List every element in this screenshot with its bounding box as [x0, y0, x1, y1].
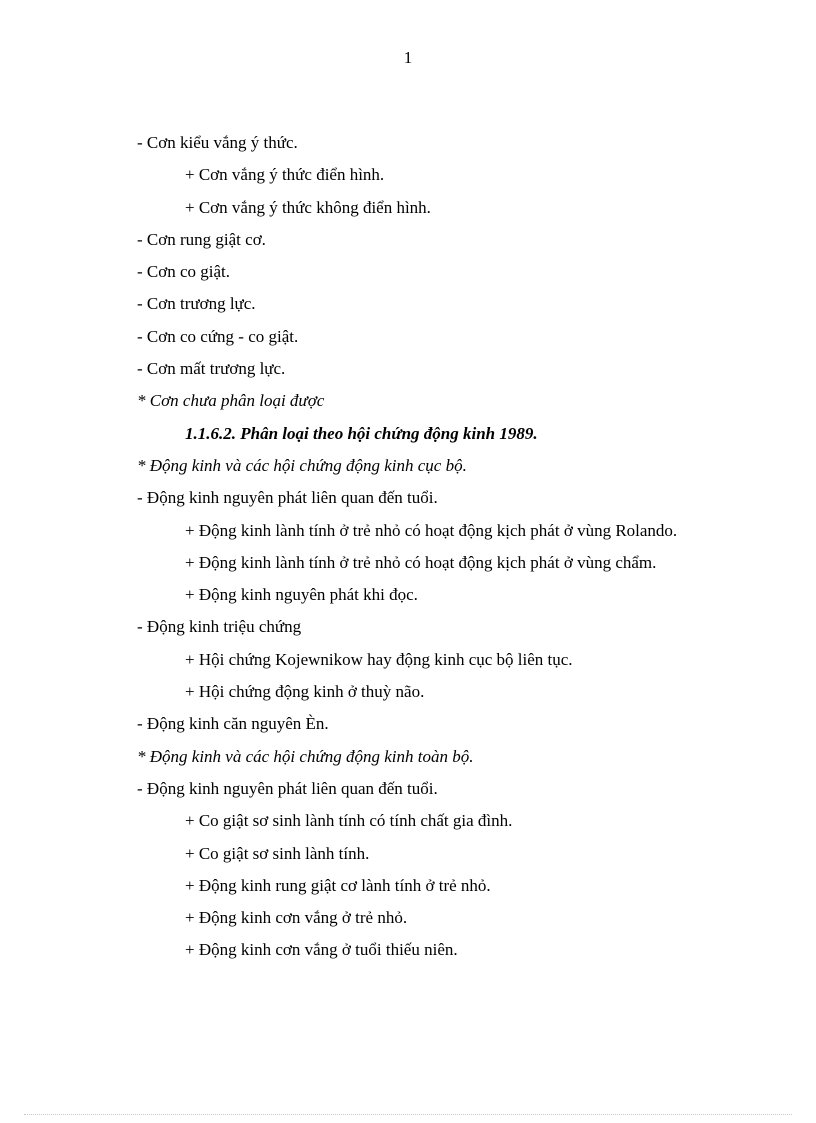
- list-item: - Cơn kiểu vắng ý thức.: [137, 133, 298, 152]
- list-item: + Động kinh lành tính ở trẻ nhỏ có hoạt động kịch phát ở vùng Rolando.: [185, 520, 678, 540]
- footer-divider: [24, 1114, 792, 1115]
- list-item: - Động kinh nguyên phát liên quan đến tuổi.: [137, 488, 438, 508]
- list-item: + Động kinh rung giật cơ lành tính ở trẻ nhỏ.: [185, 875, 491, 895]
- list-item: - Cơn trương lực.: [137, 294, 256, 314]
- list-item: + Động kinh cơn vắng ở trẻ nhỏ.: [185, 908, 408, 928]
- list-item: + Co giật sơ sinh lành tính.: [185, 843, 370, 863]
- document-body: [137, 127, 737, 967]
- category-note: * Cơn chưa phân loại được: [137, 391, 325, 411]
- list-item: + Hội chứng Kojewnikow hay động kinh cục bộ liên tục.: [185, 649, 573, 669]
- list-item: - Cơn co giật.: [137, 262, 231, 282]
- list-item: + Cơn vắng ý thức không điển hình.: [185, 197, 431, 217]
- list-item: - Động kinh căn nguyên Èn.: [137, 714, 329, 734]
- list-item: + Cơn vắng ý thức điển hình.: [185, 165, 385, 185]
- page-number: 1: [403, 48, 413, 67]
- section-heading: 1.1.6.2. Phân loại theo hội chứng động kinh 1989.: [185, 423, 538, 443]
- list-item: + Động kinh cơn vắng ở tuổi thiếu niên.: [185, 940, 458, 960]
- list-item: - Động kinh triệu chứng: [137, 617, 302, 637]
- category-note: * Động kinh và các hội chứng động kinh cục bộ.: [137, 455, 467, 475]
- list-item: - Cơn co cứng - co giật.: [137, 326, 299, 346]
- list-item: + Hội chứng động kinh ở thuỳ não.: [185, 682, 425, 702]
- list-item: - Cơn mất trương lực.: [137, 359, 286, 379]
- list-item: + Động kinh nguyên phát khi đọc.: [185, 585, 418, 605]
- list-item: - Động kinh nguyên phát liên quan đến tuổi.: [137, 778, 438, 798]
- list-item: + Co giật sơ sinh lành tính có tính chất gia đình.: [185, 811, 513, 831]
- list-item: - Cơn rung giật cơ.: [137, 229, 266, 249]
- list-item: + Động kinh lành tính ở trẻ nhỏ có hoạt động kịch phát ở vùng chẩm.: [185, 552, 657, 572]
- category-note: * Động kinh và các hội chứng động kinh toàn bộ.: [137, 746, 474, 766]
